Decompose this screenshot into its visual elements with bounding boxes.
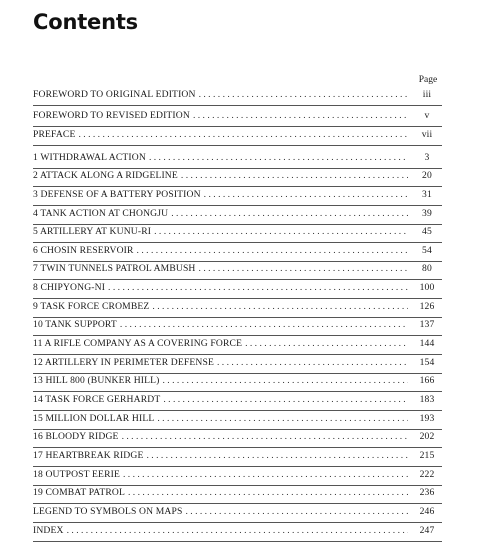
dot-leader (128, 487, 408, 498)
page-column-label: Page (418, 75, 438, 85)
dot-leader (123, 469, 408, 480)
toc-entry-title: 14 TASK FORCE GERHARDT (33, 394, 161, 405)
dot-leader (217, 357, 408, 368)
toc-entry (33, 110, 442, 123)
dot-leader (181, 170, 408, 181)
row-rule (33, 485, 442, 486)
dot-leader (149, 152, 408, 163)
toc-entry-page: 137 (419, 319, 435, 330)
toc-entry (33, 152, 442, 165)
dot-leader (163, 375, 409, 386)
row-rule (33, 429, 442, 430)
row-rule (33, 335, 442, 336)
toc-entry-page: 54 (422, 245, 432, 256)
toc-entry-page: 236 (419, 487, 435, 498)
toc-entry-title: 19 COMBAT PATROL (33, 487, 125, 498)
toc-entry-page: 154 (419, 357, 435, 368)
toc-entry-title: 17 HEARTBREAK RIDGE (33, 450, 144, 461)
row-rule (33, 354, 442, 355)
toc-entry (33, 413, 442, 426)
toc-entry (33, 301, 442, 314)
toc-entry (33, 208, 442, 221)
row-rule (33, 447, 442, 448)
dot-leader (108, 282, 408, 293)
row-rule (33, 391, 442, 392)
toc-entry-title: 9 TASK FORCE CROMBEZ (33, 301, 150, 312)
toc-entry-title: LEGEND TO SYMBOLS ON MAPS (33, 506, 183, 517)
dot-leader (171, 208, 408, 219)
row-rule (33, 126, 442, 127)
row-rule (33, 205, 442, 206)
toc-entry (33, 245, 442, 258)
toc-entry-page: 222 (419, 469, 435, 480)
toc-entry-page: 144 (419, 338, 435, 349)
toc-entry-title: 10 TANK SUPPORT (33, 319, 117, 330)
toc-entry-title: 2 ATTACK ALONG A RIDGELINE (33, 170, 178, 181)
toc-entry-page: 183 (419, 394, 435, 405)
dot-leader (245, 338, 408, 349)
toc-entry (33, 469, 442, 482)
toc-entry (33, 282, 442, 295)
row-rule (33, 224, 442, 225)
toc-entry (33, 525, 442, 538)
toc-entry (33, 357, 442, 370)
dot-leader (154, 226, 408, 237)
toc-entry (33, 189, 442, 202)
row-rule (33, 503, 442, 504)
dot-leader (199, 263, 408, 274)
toc-entry (33, 319, 442, 332)
dot-leader (185, 506, 408, 517)
toc-entry-page: 246 (419, 506, 435, 517)
dot-leader (204, 189, 408, 200)
toc-entry-title: 3 DEFENSE OF A BATTERY POSITION (33, 189, 201, 200)
row-rule (33, 541, 442, 542)
row-rule (33, 186, 442, 187)
row-rule (33, 410, 442, 411)
row-rule (33, 105, 442, 106)
toc-entry-title: 8 CHIPYONG-NI (33, 282, 106, 293)
toc-entry-title: 1 WITHDRAWAL ACTION (33, 152, 146, 163)
toc-entry-title: 5 ARTILLERY AT KUNU-RI (33, 226, 152, 237)
toc-entry-page: iii (422, 89, 432, 100)
row-rule (33, 279, 442, 280)
toc-entry-page: 80 (422, 263, 432, 274)
toc-entry (33, 129, 442, 142)
dot-leader (193, 110, 408, 121)
toc-entry-page: 100 (419, 282, 435, 293)
toc-entry (33, 89, 442, 102)
dot-leader (152, 301, 408, 312)
page-title: Contents (33, 10, 138, 34)
toc-entry-page: 45 (422, 226, 432, 237)
toc-entry-title: 11 A RIFLE COMPANY AS A COVERING FORCE (33, 338, 243, 349)
toc-entry-page: 166 (419, 375, 435, 386)
toc-entry-page: 39 (422, 208, 432, 219)
toc-entry-page: 20 (422, 170, 432, 181)
toc-entry (33, 375, 442, 388)
toc-entry-title: 7 TWIN TUNNELS PATROL AMBUSH (33, 263, 196, 274)
row-rule (33, 168, 442, 169)
dot-leader (122, 431, 408, 442)
row-rule (33, 522, 442, 523)
row-rule (33, 317, 442, 318)
row-rule (33, 145, 442, 146)
toc-entry-title: 13 HILL 800 (BUNKER HILL) (33, 375, 160, 386)
dot-leader (146, 450, 408, 461)
toc-entry-page: 202 (419, 431, 435, 442)
toc-entry-page: 126 (419, 301, 435, 312)
row-rule (33, 242, 442, 243)
toc-entry-page: 247 (419, 525, 435, 536)
row-rule (33, 298, 442, 299)
toc-entry-title: 15 MILLION DOLLAR HILL (33, 413, 155, 424)
toc-entry-page: 3 (424, 152, 430, 163)
dot-leader (137, 245, 408, 256)
toc-entry-title: 4 TANK ACTION AT CHONGJU (33, 208, 169, 219)
toc-entry-title: 16 BLOODY RIDGE (33, 431, 119, 442)
dot-leader (78, 129, 408, 140)
toc-entry-title: 18 OUTPOST EERIE (33, 469, 120, 480)
row-rule (33, 466, 442, 467)
toc-entry (33, 263, 442, 276)
row-rule (33, 261, 442, 262)
toc-entry (33, 450, 442, 463)
toc-entry-title: 6 CHOSIN RESERVOIR (33, 245, 134, 256)
toc-entry-title: FOREWORD TO ORIGINAL EDITION (33, 89, 196, 100)
toc-entry-page: 31 (422, 189, 432, 200)
toc-entry (33, 338, 442, 351)
dot-leader (163, 394, 408, 405)
dot-leader (157, 413, 408, 424)
toc-entry (33, 487, 442, 500)
toc-entry (33, 394, 442, 407)
dot-leader (67, 525, 408, 536)
row-rule (33, 373, 442, 374)
toc-entry (33, 431, 442, 444)
dot-leader (199, 89, 408, 100)
toc-entry-title: FOREWORD TO REVISED EDITION (33, 110, 190, 121)
toc-entry (33, 226, 442, 239)
dot-leader (120, 319, 408, 330)
toc-entry-page: 193 (419, 413, 435, 424)
toc-entry-title: 12 ARTILLERY IN PERIMETER DEFENSE (33, 357, 214, 368)
toc-entry-title: PREFACE (33, 129, 76, 140)
toc-entry-page: v (424, 110, 430, 121)
toc-entry-page: vii (421, 129, 433, 140)
toc-entry-title: INDEX (33, 525, 64, 536)
toc-entry-page: 215 (419, 450, 435, 461)
toc-entry (33, 170, 442, 183)
toc-entry (33, 506, 442, 519)
